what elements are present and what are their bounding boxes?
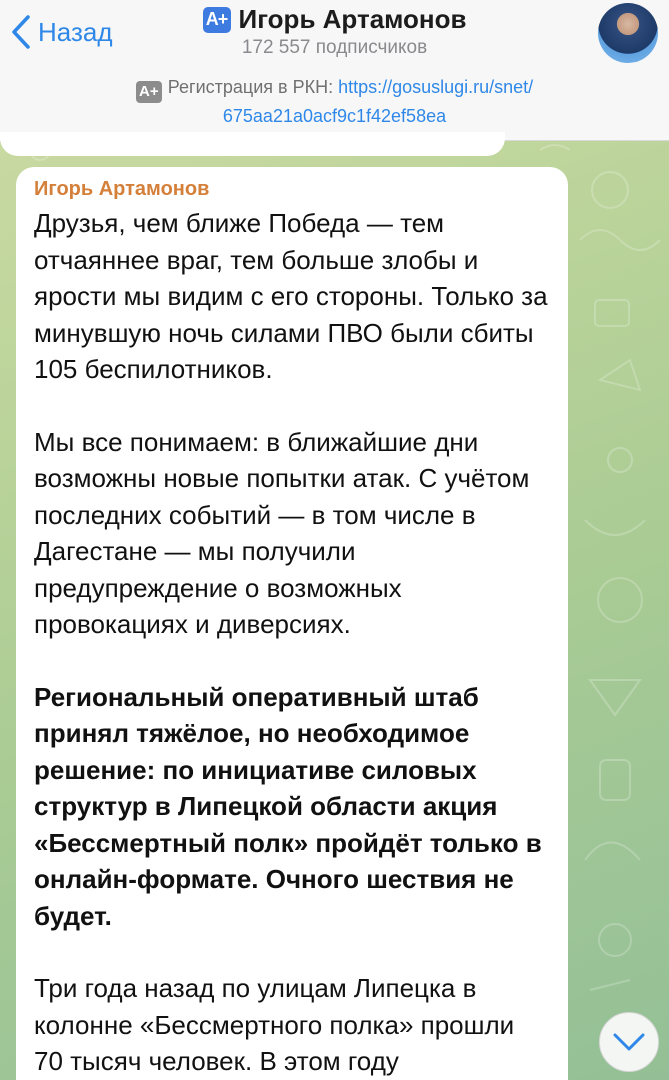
previous-message-bubble <box>0 132 505 156</box>
chat-header <box>0 0 669 141</box>
channel-title: Игорь Артамонов <box>238 4 467 34</box>
pinned-link-part2[interactable]: 675aa21a0acf9c1f42ef58ea <box>222 106 447 126</box>
pinned-message[interactable] <box>0 74 669 129</box>
chevron-down-icon <box>612 1032 646 1052</box>
scroll-down-button[interactable] <box>599 1012 659 1072</box>
message-paragraph-bold: Региональный оперативный штаб принял тяжёлое, но необходимое решение: по инициативе силовых структур в Липецкой области акция «Бессмертный полк» пройдёт только в онлайн-формате. Очного шествия не будет. <box>34 681 542 931</box>
message-paragraph: Друзья, чем ближе Победа — тем отчаяннее враг, тем больше злобы и ярости мы видим с его стороны. Только за минувшую ночь силами ПВО были сбиты 105 беспилотников. <box>34 208 548 384</box>
message-paragraph: Мы все понимаем: в ближайшие дни возможны новые попытки атак. С учётом последних событий — в том числе в Дагестане — мы получили предупреждение о возможных провокациях и диверсиях. <box>34 426 530 639</box>
channel-avatar[interactable] <box>598 3 658 63</box>
channel-title-block[interactable] <box>0 4 669 59</box>
back-label: Назад <box>38 16 113 47</box>
pinned-prefix: Регистрация в РКН: <box>167 77 339 97</box>
message-author[interactable]: Игорь Артамонов <box>34 178 210 200</box>
subscriber-count: 172 557 подписчиков <box>241 37 428 58</box>
pinned-link-part1[interactable]: https://gosuslugi.ru/snet/ <box>338 77 534 97</box>
message-bubble[interactable] <box>16 167 568 1080</box>
brand-logo-icon: A+ <box>203 7 231 33</box>
rkn-badge-icon: A+ <box>136 81 162 103</box>
message-paragraph: Три года назад по улицам Липецка в колонне «Бессмертного полка» прошли 70 тысяч человек. В этом году <box>34 973 515 1076</box>
